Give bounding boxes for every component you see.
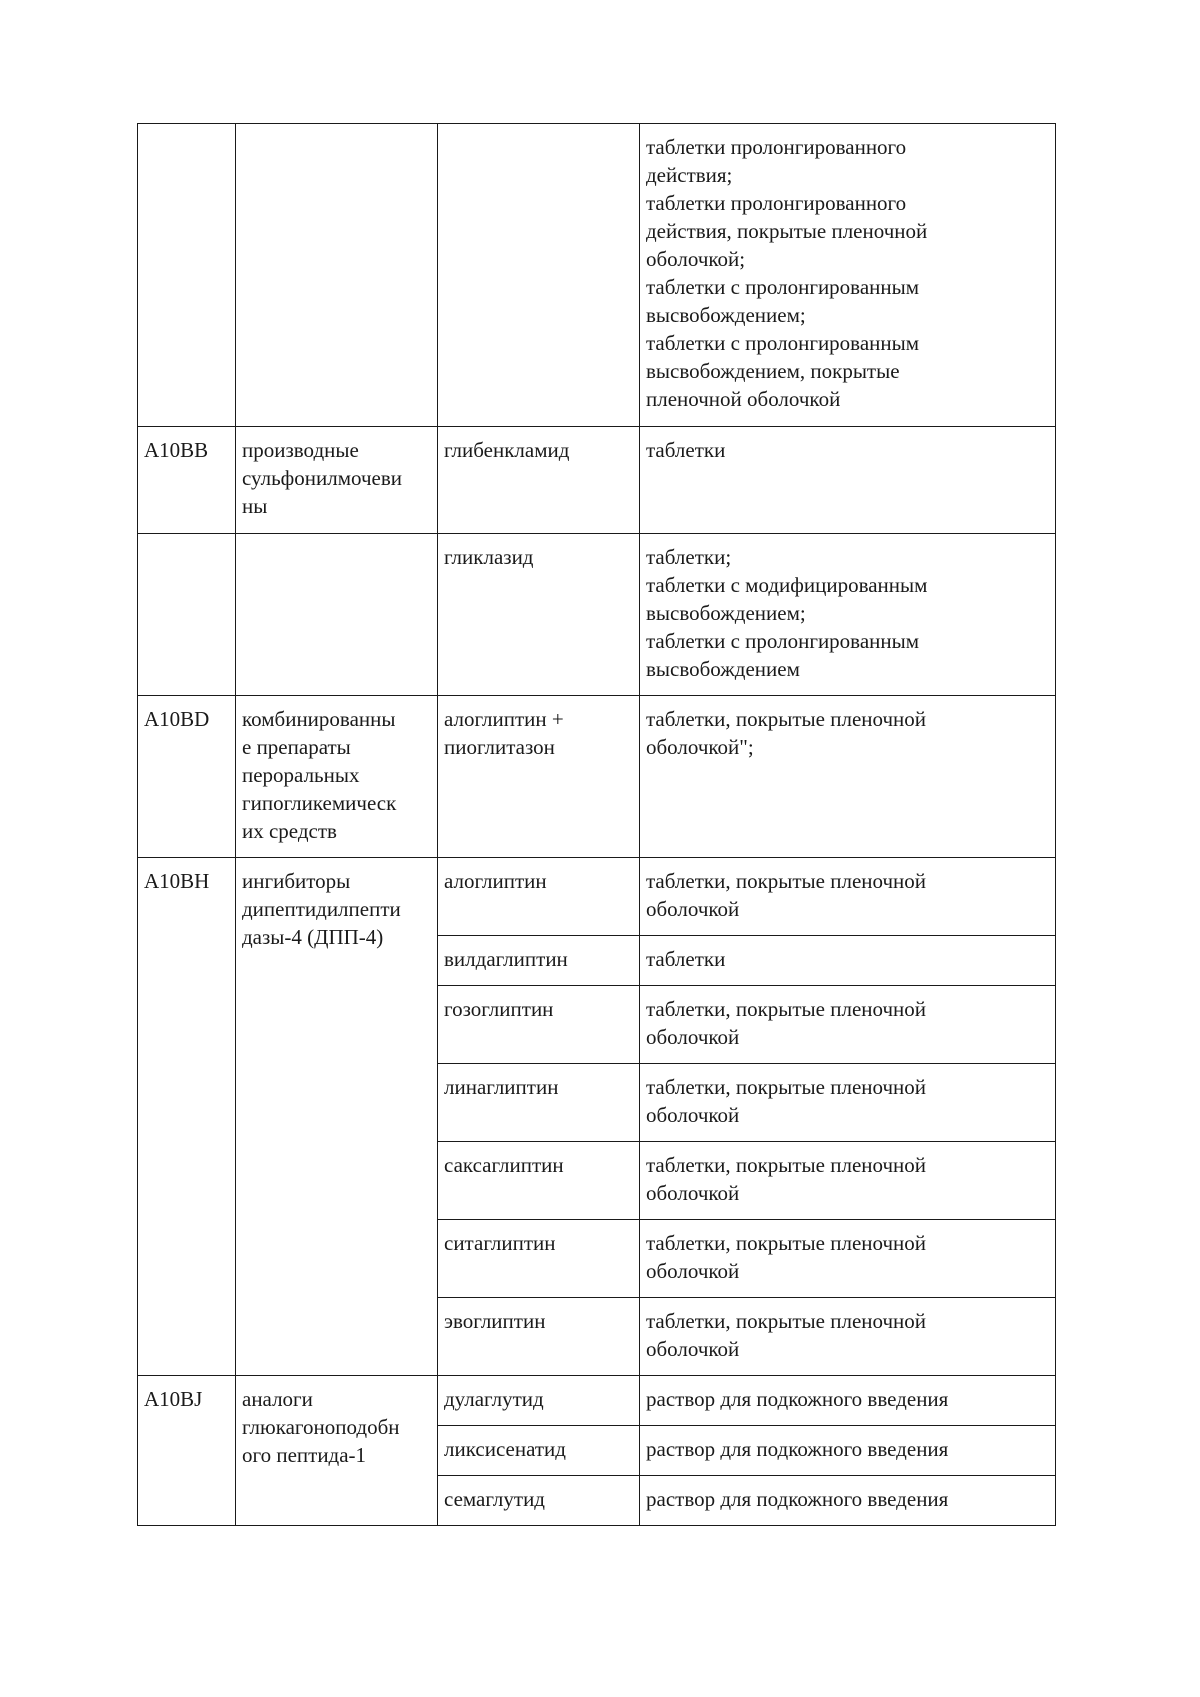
atc-code-cell [138, 124, 236, 427]
dosage-form-cell: таблетки [640, 936, 1056, 986]
table-row [138, 534, 1056, 696]
dosage-form-line: высвобождением; [646, 601, 806, 625]
group-line: гипогликемическ [242, 791, 397, 815]
atc-code-cell: A10BD [138, 696, 236, 858]
drug-cell [438, 696, 640, 858]
group-line: дипептидилпепти [242, 897, 401, 921]
dosage-form-line: оболочкой [646, 1025, 740, 1049]
drug-cell: вилдаглиптин [438, 936, 640, 986]
dosage-form-line: таблетки, покрытые пленочной [646, 1231, 927, 1255]
dosage-form-cell [640, 1220, 1056, 1298]
group-line: дазы-4 (ДПП-4) [242, 925, 384, 949]
dosage-form-cell [640, 1142, 1056, 1220]
group-cell [236, 696, 438, 858]
dosage-form-cell [640, 1064, 1056, 1142]
dosage-form-cell [640, 858, 1056, 936]
dosage-form-line: таблетки, покрытые пленочной [646, 1075, 927, 1099]
group-line: комбинированны [242, 707, 396, 731]
drug-cell: гозоглиптин [438, 986, 640, 1064]
dosage-form-line: таблетки с пролонгированным [646, 629, 920, 653]
atc-code-cell: A10BH [138, 858, 236, 1376]
table-row [138, 696, 1056, 858]
dosage-form-cell: раствор для подкожного введения [640, 1376, 1056, 1426]
dosage-form-line: высвобождением [646, 657, 800, 681]
drug-cell: линаглиптин [438, 1064, 640, 1142]
dosage-form-line: таблетки, покрытые пленочной [646, 1309, 927, 1333]
dosage-form-line: оболочкой [646, 1181, 740, 1205]
dosage-form-line: таблетки; [646, 545, 732, 569]
dosage-form-cell [640, 534, 1056, 696]
group-cell [236, 124, 438, 427]
group-cell [236, 858, 438, 1376]
dosage-form-line: оболочкой; [646, 247, 746, 271]
group-line: ны [242, 494, 268, 518]
drug-line: пиоглитазон [444, 735, 555, 759]
dosage-form-line: оболочкой [646, 897, 740, 921]
dosage-form-cell: раствор для подкожного введения [640, 1476, 1056, 1526]
table-row [138, 858, 1056, 936]
drug-cell: глибенкламид [438, 427, 640, 534]
dosage-form-line: таблетки с пролонгированным [646, 275, 920, 299]
drug-cell: дулаглутид [438, 1376, 640, 1426]
table-row [138, 427, 1056, 534]
dosage-form-cell [640, 696, 1056, 858]
dosage-form-cell: таблетки [640, 427, 1056, 534]
dosage-form-line: оболочкой [646, 1103, 740, 1127]
group-line: производные [242, 438, 359, 462]
dosage-form-line: таблетки с пролонгированным [646, 331, 920, 355]
dosage-form-line: таблетки, покрытые пленочной [646, 707, 927, 731]
group-cell [236, 534, 438, 696]
drug-cell: ситаглиптин [438, 1220, 640, 1298]
table-row [138, 124, 1056, 427]
dosage-form-cell: раствор для подкожного введения [640, 1426, 1056, 1476]
atc-code-cell [138, 534, 236, 696]
dosage-form-line: таблетки, покрытые пленочной [646, 997, 927, 1021]
group-line: глюкагоноподобн [242, 1415, 400, 1439]
drug-cell: семаглутид [438, 1476, 640, 1526]
drug-cell: алоглиптин [438, 858, 640, 936]
group-line: аналоги [242, 1387, 313, 1411]
dosage-form-line: таблетки, покрытые пленочной [646, 869, 927, 893]
group-cell [236, 427, 438, 534]
dosage-form-cell [640, 124, 1056, 427]
drug-table [137, 123, 1056, 1526]
dosage-form-line: таблетки пролонгированного [646, 135, 907, 159]
drug-cell: эвоглиптин [438, 1298, 640, 1376]
dosage-form-line: таблетки с модифицированным [646, 573, 928, 597]
dosage-form-line: таблетки, покрытые пленочной [646, 1153, 927, 1177]
drug-cell: гликлазид [438, 534, 640, 696]
dosage-form-line: оболочкой [646, 1259, 740, 1283]
dosage-form-cell [640, 986, 1056, 1064]
table-row [138, 1376, 1056, 1426]
group-line: пероральных [242, 763, 360, 787]
drug-cell: ликсисенатид [438, 1426, 640, 1476]
dosage-form-line: действия; [646, 163, 733, 187]
dosage-form-line: действия, покрытые пленочной [646, 219, 928, 243]
dosage-form-line: таблетки пролонгированного [646, 191, 907, 215]
group-line: их средств [242, 819, 337, 843]
dosage-form-cell [640, 1298, 1056, 1376]
group-cell [236, 1376, 438, 1526]
dosage-form-line: пленочной оболочкой [646, 387, 841, 411]
dosage-form-line: высвобождением, покрытые [646, 359, 900, 383]
atc-code-cell: A10BJ [138, 1376, 236, 1526]
dosage-form-line: оболочкой"; [646, 735, 754, 759]
drug-cell: саксаглиптин [438, 1142, 640, 1220]
drug-cell [438, 124, 640, 427]
group-line: ого пептида-1 [242, 1443, 367, 1467]
atc-code-cell: A10BB [138, 427, 236, 534]
drug-line: алоглиптин + [444, 707, 564, 731]
group-line: ингибиторы [242, 869, 351, 893]
dosage-form-line: оболочкой [646, 1337, 740, 1361]
group-line: сульфонилмочеви [242, 466, 403, 490]
group-line: е препараты [242, 735, 351, 759]
dosage-form-line: высвобождением; [646, 303, 806, 327]
